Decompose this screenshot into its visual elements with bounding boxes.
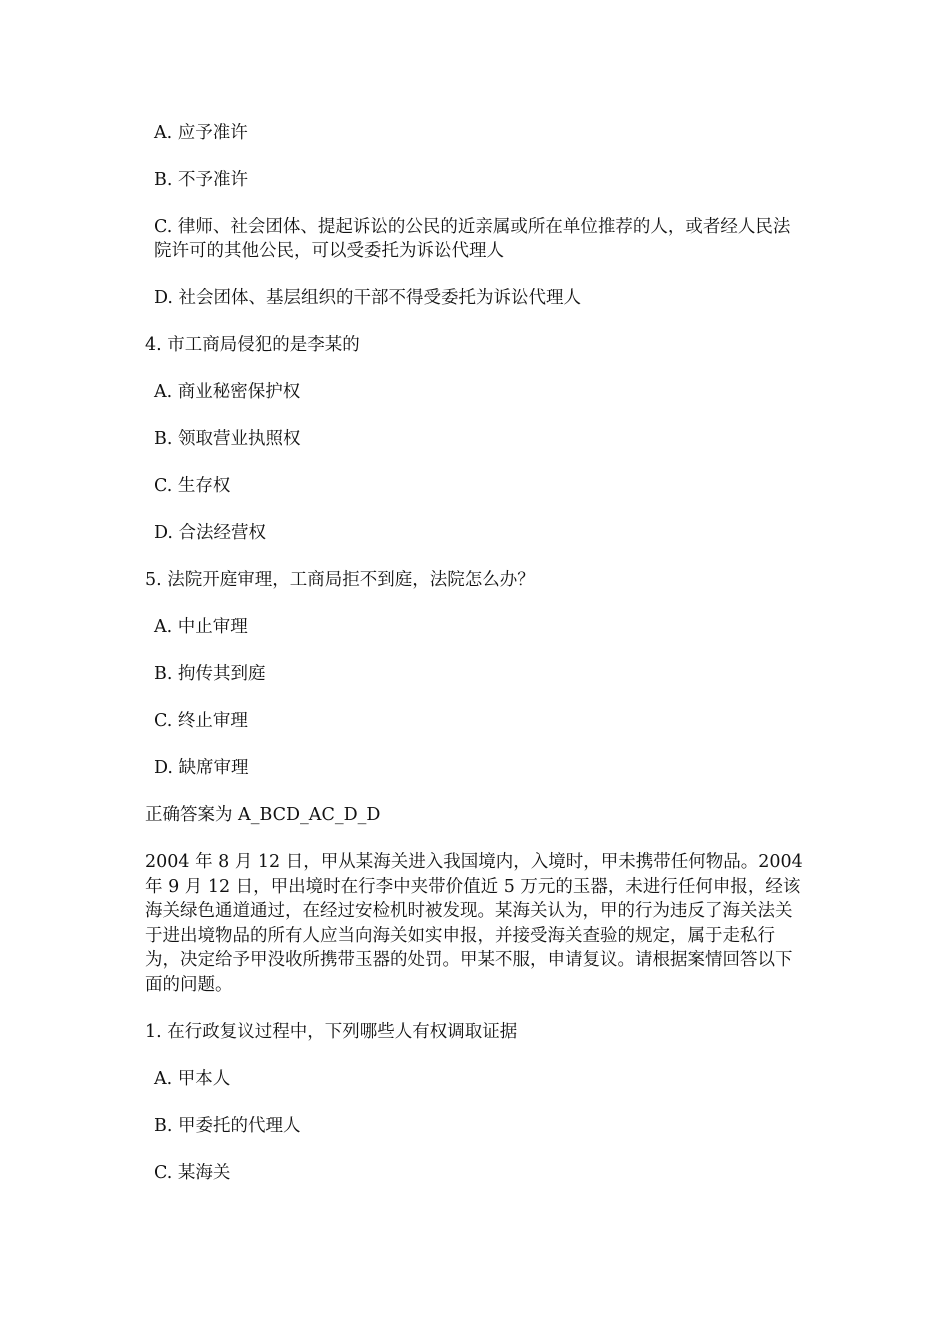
q4-option-b: B. 领取营业执照权 <box>154 429 301 449</box>
answer-line: 正确答案为 A_BCD_AC_D_D <box>145 805 381 825</box>
q5-option-b: B. 拘传其到庭 <box>154 664 266 684</box>
q5-option-c: C. 终止审理 <box>154 711 248 731</box>
option-d: D. 社会团体、基层组织的干部不得受委托为诉讼代理人 <box>154 288 582 308</box>
q4-option-a: A. 商业秘密保护权 <box>154 382 301 402</box>
option-c: C. 律师、社会团体、提起诉讼的公民的近亲属或所在单位推荐的人，或者经人民法院许可的其他公民，可以受委托为诉讼代理人 <box>154 217 791 261</box>
document-body <box>145 121 805 1208</box>
option-a: A. 应予准许 <box>154 123 248 143</box>
case-paragraph: 2004 年 8 月 12 日，甲从某海关进入我国境内，入境时，甲未携带任何物品。2004 年 9 月 12 日，甲出境时在行李中夹带价值近 5 万元的玉器，未进行任何申报，经该海关绿色通道通过，在经过安检机时被发现。某海关认为，甲的行为违反了海关法关于进出境物品的所有人应当向海关如实申报，并接受海关查验的规定，属于走私行为，决定给予甲没收所携带玉器的处罚。甲某不服，申请复议。请根据案情回答以下面的问题。 <box>145 852 803 995</box>
question-5: 5. 法院开庭审理，工商局拒不到庭，法院怎么办？ <box>145 570 535 590</box>
q5-option-d: D. 缺席审理 <box>154 758 249 778</box>
c1-option-c: C. 某海关 <box>154 1163 231 1183</box>
q4-option-d: D. 合法经营权 <box>154 523 267 543</box>
q4-option-c: C. 生存权 <box>154 476 231 496</box>
question-4: 4. 市工商局侵犯的是李某的 <box>145 335 360 355</box>
case-question-1: 1. 在行政复议过程中，下列哪些人有权调取证据 <box>145 1022 518 1042</box>
q5-option-a: A. 中止审理 <box>154 617 248 637</box>
c1-option-a: A. 甲本人 <box>154 1069 231 1089</box>
c1-option-b: B. 甲委托的代理人 <box>154 1116 301 1136</box>
option-b: B. 不予准许 <box>154 170 248 190</box>
